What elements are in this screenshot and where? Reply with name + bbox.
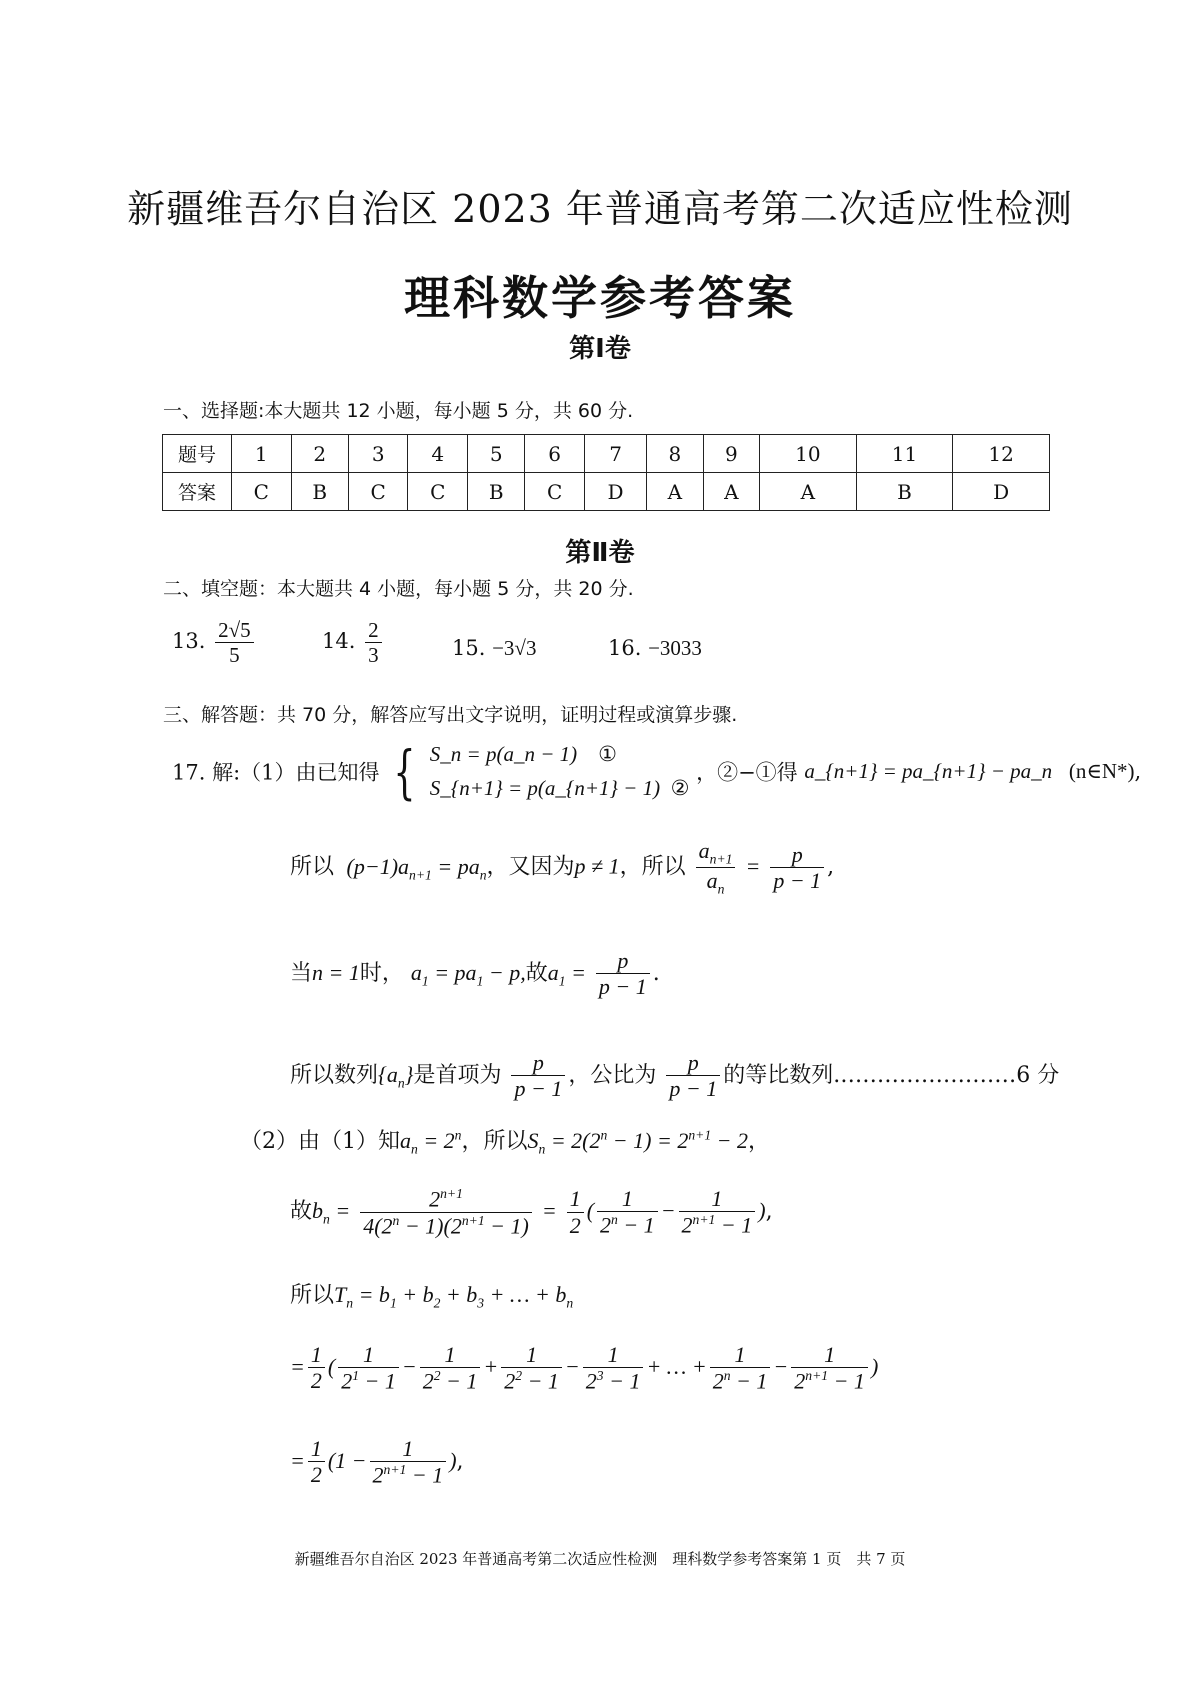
question-number: 9 — [703, 435, 759, 473]
section3-label: 三、解答题：共 70 分，解答应写出文字说明，证明过程或演算步骤. — [163, 704, 738, 726]
question-number: 6 — [525, 435, 585, 473]
q17-line1: 17. 解:（1）由已知得 { S_n = p(a_n − 1) ① S_{n+1} = p(a_{n+1} − 1) ② ，②−①得 a_{n+1} = pa_{n+1} − pa_n (n∈N*), — [172, 737, 1142, 806]
part2-label: 第Ⅱ卷 — [565, 538, 635, 568]
answer-cell: C — [348, 473, 408, 511]
answer-cell: A — [647, 473, 703, 511]
question-number: 3 — [348, 435, 408, 473]
answer-table — [162, 434, 1050, 511]
q17-line7: 所以$T_n = b_1 + b_2 + b_3$ + … + $b_n$ — [290, 1282, 574, 1311]
table-row — [163, 435, 1050, 473]
fill-answer-14: 14. $\frac{2}{3}$ — [322, 618, 385, 667]
row-header: 答案 — [163, 473, 232, 511]
question-number: 12 — [953, 435, 1050, 473]
answer-cell: A — [760, 473, 857, 511]
answer-cell: C — [232, 473, 292, 511]
q17-part2-line: （2）由（1）知$a_n = 2^n$，所以$S_n = 2(2^n - 1) = 2^{n+1} - 2$， — [240, 1127, 771, 1157]
question-number: 1 — [232, 435, 292, 473]
q17-line4: 所以数列$\{a_n\}$是首项为 $\frac{p}{p - 1}$ ，公比为 $\frac{p}{p - 1}$ 的等比数列.……………………6 分 — [290, 1050, 1060, 1102]
answer-cell: D — [953, 473, 1050, 511]
question-number: 10 — [760, 435, 857, 473]
fill-answer-16: 16. −3033 — [608, 636, 702, 660]
page-footer: 新疆维吾尔自治区 2023 年普通高考第二次适应性检测 理科数学参考答案第 1 页 共 7 页 — [294, 1550, 906, 1568]
q17-line6: 故$b_n$ = $\frac{2^{n+1}}{4(2^n - 1)(2^{n+1} - 1)}$ = $\frac{1}{2}$ ( $\frac{1}{2^n - 1}$ − $\frac{1}{2^{n+1} - 1}$ ), — [290, 1186, 773, 1238]
question-number: 2 — [291, 435, 348, 473]
score: 6 分 — [1016, 1062, 1060, 1088]
answer-cell: B — [468, 473, 525, 511]
q17-line8: = $\frac{1}{2}$ ( $\frac{1}{2^1 - 1}$ − $\frac{1}{2^2 - 1}$ + $\frac{1}{2^2 - 1}$ − $\frac{1}{2^3 - 1}$ + … + $\frac{1}{2^n - 1}$ − $\frac{1}{2^{n+1} - 1}$ ) — [290, 1342, 879, 1394]
fill-answer-15: 15. −3√3 — [452, 636, 537, 660]
answer-cell: B — [291, 473, 348, 511]
section2-label: 二、填空题：本大题共 4 小题，每小题 5 分，共 20 分. — [163, 578, 634, 600]
section1-label: 一、选择题:本大题共 12 小题，每小题 5 分，共 60 分. — [163, 400, 634, 422]
question-number: 5 — [468, 435, 525, 473]
fill-answer-13: 13. $\frac{2√5}{5}$ — [172, 618, 257, 667]
answer-cell: A — [703, 473, 759, 511]
question-number: 8 — [647, 435, 703, 473]
table-row — [163, 473, 1050, 511]
answer-cell: B — [856, 473, 953, 511]
q17-line2: 所以 $(p-1)a_{n+1} = pa_n$，又因为p ≠ 1，所以 $\frac{a_{n+1}}{a_n}$ = $\frac{p}{p - 1}$ , — [290, 838, 835, 897]
question-number: 7 — [584, 435, 646, 473]
document-subtitle: 理科数学参考答案 — [404, 271, 796, 325]
answer-cell: C — [408, 473, 468, 511]
answer-cell: C — [525, 473, 585, 511]
dotted-leader: …………………… — [840, 1062, 1017, 1088]
document-title: 新疆维吾尔自治区 2023 年普通高考第二次适应性检测 — [127, 187, 1073, 231]
part1-label: 第Ⅰ卷 — [569, 334, 631, 364]
question-number: 11 — [856, 435, 953, 473]
answer-cell: D — [584, 473, 646, 511]
q17-line3: 当n = 1时， $a_1 = pa_1 - p$,故$a_1$ = $\frac{p}{p - 1}$ . — [290, 948, 660, 1000]
q17-line9: = $\frac{1}{2}$ (1 − $\frac{1}{2^{n+1} - 1}$ ), — [290, 1436, 464, 1488]
equation-system: S_n = p(a_n − 1) ① S_{n+1} = p(a_{n+1} − 1) ② — [429, 742, 690, 800]
question-number: 4 — [408, 435, 468, 473]
row-header: 题号 — [163, 435, 232, 473]
